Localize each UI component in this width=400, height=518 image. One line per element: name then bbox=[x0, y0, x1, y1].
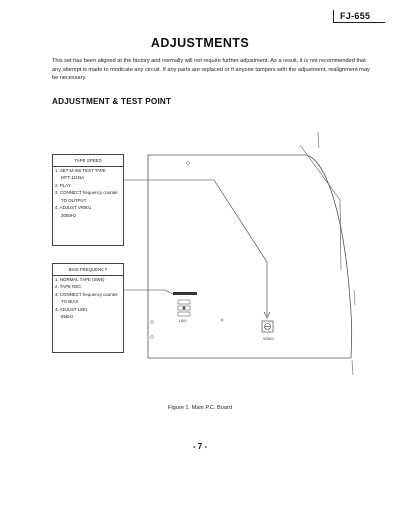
bias-frequency-box bbox=[52, 263, 124, 353]
pcb-edge-mark bbox=[318, 132, 319, 148]
coil-l801 bbox=[178, 300, 190, 316]
bias-frequency-step: 4. ADJUST L801 bbox=[55, 306, 88, 312]
bias-frequency-step: 85kHz bbox=[61, 314, 74, 319]
trimmer-vr801 bbox=[262, 321, 273, 332]
tape-speed-step: 1. SET M-4W TEST TAPE bbox=[55, 167, 106, 173]
leader-bias bbox=[122, 290, 175, 295]
bias-frequency-step: 1. NORMAL TAPE (SW5) bbox=[55, 276, 105, 282]
bias-frequency-step: 2. TAPE REC bbox=[55, 284, 82, 289]
pcb-outline bbox=[148, 155, 352, 358]
tape-speed-step: 2. PLAY bbox=[55, 182, 71, 188]
bias-frequency-title: BIAS FREQUENCY bbox=[53, 264, 123, 276]
pcb-edge-mark bbox=[354, 290, 355, 305]
page-title: ADJUSTMENTS bbox=[150, 36, 250, 50]
component-mark bbox=[151, 336, 154, 339]
intro-paragraph: This set has been aligned at the factory and normally will not require further adjustment. As a result, it is not recommended that any attempt is made to modicate any circuit. If any parts are replaced or if anyone tampers with the adjustment, realignment may be necessary. bbox=[52, 58, 370, 82]
page-number: - 7 - bbox=[192, 442, 208, 451]
leader-edge bbox=[300, 145, 341, 270]
bias-frequency-step: 3. CONNECT frequency counter bbox=[55, 291, 118, 297]
coil-label: L801 bbox=[179, 319, 187, 323]
section-title: ADJUSTMENT & TEST POINT bbox=[52, 97, 172, 106]
component-mark bbox=[221, 319, 223, 321]
component-mark bbox=[187, 162, 190, 165]
bias-frequency-step: TO BIAS bbox=[61, 299, 79, 304]
ic-strip bbox=[173, 292, 197, 295]
tape-speed-title: TAPE SPEED bbox=[53, 155, 123, 167]
tape-speed-step: MTT-111NA bbox=[61, 175, 85, 180]
tape-speed-step: 4. ADJUST VR801 bbox=[55, 205, 92, 210]
pcb-edge-mark bbox=[352, 360, 353, 375]
tape-speed-step: 3. CONNECT frequency counter bbox=[55, 190, 118, 195]
figure-caption: Figure 1. Main P.C. Board bbox=[168, 405, 232, 411]
tape-speed-step: TO OUTPUT bbox=[61, 197, 87, 203]
tape-speed-box bbox=[52, 154, 124, 246]
component-mark bbox=[151, 321, 154, 324]
tape-speed-step: 3000Hz bbox=[61, 212, 77, 218]
trimmer-label: VR801 bbox=[263, 337, 274, 341]
leader-tape-speed bbox=[122, 180, 267, 316]
model-number: FJ-655 bbox=[333, 10, 370, 22]
